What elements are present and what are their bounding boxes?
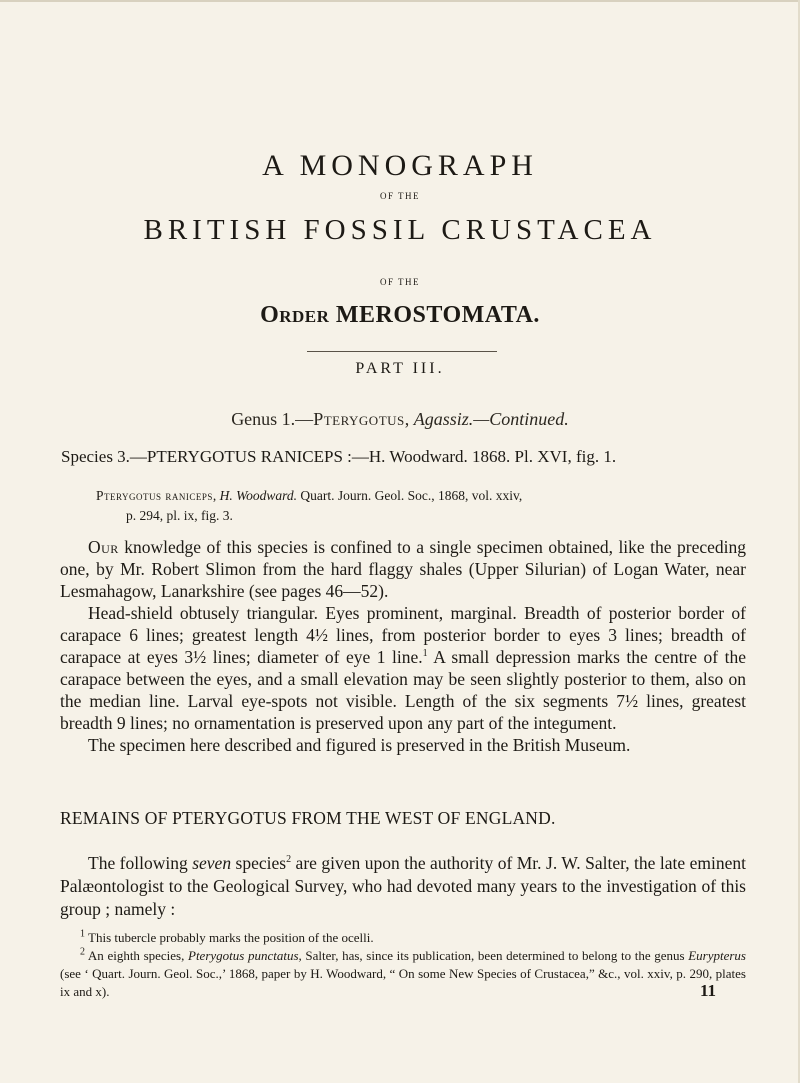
footnote-2-text-c: (see ‘ Quart. Journ. Geol. Soc.,’ 1868, paper by H. Woodward, “ On some New Species of Crustacea,” &c., vol. xxiv, p. 290, plates ix and x). [60, 966, 746, 999]
order-title-text: Order MEROSTOMATA. [260, 302, 540, 328]
paragraph-2-text-b: A small depression marks the centre of the carapace between the eyes, and a small elevation may be seen slightly posterior to them, also on the median line. Larval eye-spots not visible. Length of the six segments 7½ lines, greatest breadth 9 lines; no ornamentation is preserved upon any part of the integument. [60, 647, 747, 733]
order-title [0, 302, 800, 329]
footnote-2-mark: 2 [80, 946, 85, 958]
paragraph-2-text-a: Head-shield obtusely triangular. Eyes prominent, marginal. Breadth of posterior border of carapace 6 lines; greatest length 4½ lines, from posterior border to eyes 3 lines; breadth of carapace at eyes 3½ lines; diameter of eye 1 line. [60, 603, 746, 667]
footnotes [60, 929, 746, 1001]
footnote-1 [60, 929, 746, 947]
paragraph-4-text-b: species [231, 853, 287, 873]
genus-suffix: .—Continued. [468, 409, 569, 429]
paragraph-4-text-a: The following [88, 853, 193, 873]
synonymy-line-2: p. 294, pl. ix, fig. 3. [126, 508, 233, 523]
monograph-title: A MONOGRAPH [262, 149, 538, 182]
synonymy-entry [96, 486, 747, 526]
genus-name: Pterygotus [313, 409, 405, 429]
paragraph-4-italic: seven [192, 853, 232, 873]
genus-heading [0, 409, 800, 430]
genus-separator: , [404, 409, 414, 429]
subject-title: BRITISH FOSSIL CRUSTACEA [143, 214, 657, 246]
page-number: 11 [700, 981, 717, 1000]
page-edge-top [0, 0, 800, 2]
paragraph-1 [60, 536, 746, 602]
species-heading: Species 3.—PTERYGOTUS RANICEPS :—H. Woodward. 1868. Pl. XVI, fig. 1. [61, 447, 617, 466]
paragraph-2 [60, 602, 746, 734]
synonymy-line-1 [96, 486, 747, 506]
footnote-ref-2[interactable]: 2 [286, 854, 292, 866]
paragraph-3: The specimen here described and figured is preserved in the British Museum. [88, 735, 631, 755]
paragraph-4-text-c: are given upon the authority of Mr. J. W. Salter, the late eminent Palæontologist to the Geological Survey, who had devoted many years to the investigation of this group ; namely : [60, 853, 746, 919]
synonymy-separator: , [212, 488, 220, 503]
synonymy-author: H. Woodward. [219, 488, 298, 503]
footnote-2-genus: Eurypterus [688, 948, 746, 963]
paragraph-1-text: knowledge of this species is confined to a single specimen obtained, like the preceding one, by Mr. Robert Slimon from the hard flaggy shales (Upper Silurian) of Logan Water, near Lesmahagow, Lanarkshire (see pages 46—52). [60, 537, 746, 601]
footnote-2-species: Pterygotus punctatus, [188, 948, 302, 963]
footnote-1-text: This tubercle probably marks the position of the ocelli. [85, 930, 374, 945]
of-the-line-2: OF THE [379, 277, 421, 287]
genus-author: Agassiz [413, 409, 469, 429]
footnote-2-text-b: Salter, has, since its publication, been determined to belong to the genus [301, 948, 689, 963]
footnote-ref-1[interactable]: 1 [422, 648, 428, 660]
section-heading: REMAINS OF PTERYGOTUS FROM THE WEST OF ENGLAND. [60, 808, 556, 828]
synonymy-species-name: Pterygotus raniceps [96, 488, 213, 503]
of-the-line-1: OF THE [379, 191, 421, 201]
part-label: PART III. [355, 360, 445, 377]
paragraph-1-lead: Our [88, 537, 119, 557]
title-divider [307, 351, 497, 352]
body-text [60, 536, 746, 756]
synonymy-reference: Quart. Journ. Geol. Soc., 1868, vol. xxiv, [297, 488, 523, 503]
footnote-2-text-a: An eighth species, [85, 948, 188, 963]
footnote-2 [60, 947, 746, 1001]
genus-prefix: Genus 1.— [231, 409, 314, 429]
footnote-1-mark: 1 [80, 928, 85, 940]
paragraph-4 [60, 852, 746, 921]
